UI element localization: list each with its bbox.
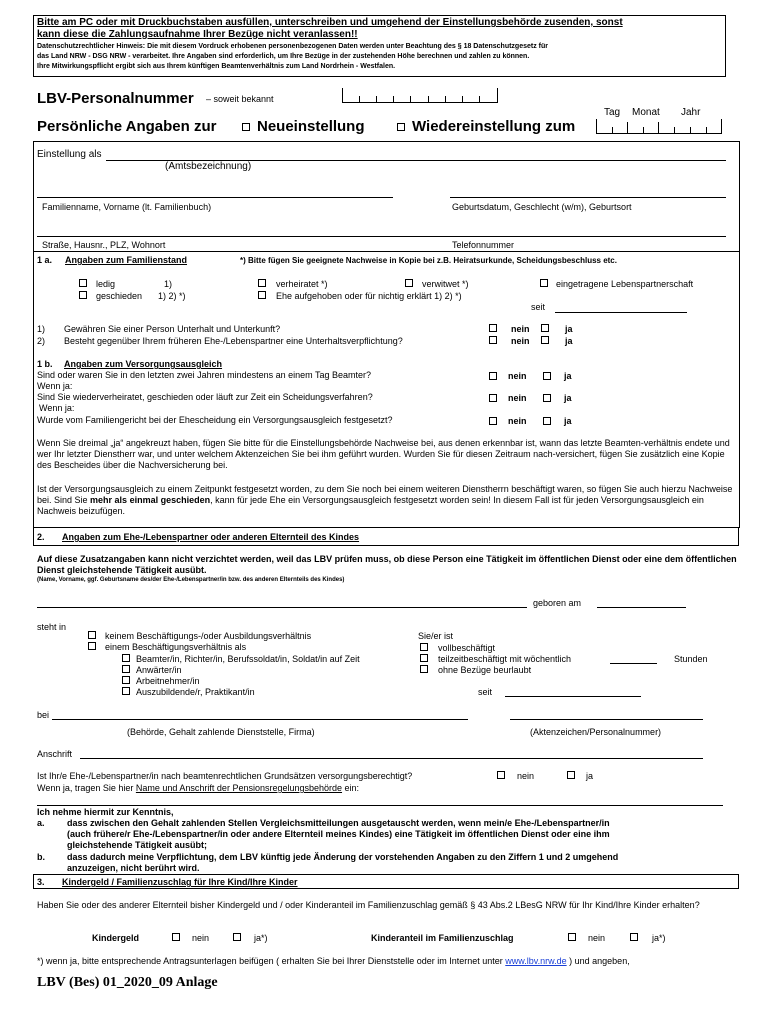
geburtsdatum-label: Geburtsdatum, Geschlecht (w/m), Geburtsort bbox=[452, 202, 632, 212]
bei-label: bei bbox=[37, 710, 50, 720]
form-footer-id: LBV (Bes) 01_2020_09 Anlage bbox=[37, 975, 218, 990]
lebenspartnerschaft-label: eingetragene Lebenspartnerschaft bbox=[556, 279, 694, 289]
anwaerter-checkbox[interactable] bbox=[122, 665, 130, 673]
aktenzeichen-label: (Aktenzeichen/Personalnummer) bbox=[530, 727, 662, 737]
s2-num: 2. bbox=[37, 532, 45, 542]
einem-checkbox[interactable] bbox=[88, 642, 96, 650]
geschieden-ref: 1) 2) *) bbox=[158, 291, 186, 301]
ohne-bezuege-checkbox[interactable] bbox=[420, 665, 428, 673]
vollbeschaeftigt-checkbox[interactable] bbox=[420, 643, 428, 651]
s2-title: Angaben zum Ehe-/Lebenspartner oder anderen Elternteil des Kindes bbox=[62, 532, 360, 542]
versorg-ja-label: ja bbox=[586, 771, 594, 781]
geschieden-label: geschieden bbox=[96, 291, 143, 301]
kindergeld-ja-checkbox[interactable] bbox=[233, 933, 241, 941]
kinderanteil-ja-label: ja*) bbox=[652, 933, 666, 943]
date-label-jahr: Jahr bbox=[681, 107, 701, 118]
stunden-field[interactable] bbox=[610, 663, 657, 664]
s1b-paragraph1: Wenn Sie dreimal „ja“ angekreuzt haben, fügen Sie bitte für die Einstellungsbehörde Nachweise bei, aus denen erkennbar ist, wann das letzte Beamten-verhältnis endete und wer Ihr letzter Dienstherr war, und unter welchem Aktenzeichen Sie bei ihm geführt wurden. Wurden Sie für diesen Zeitraum nach-versichert, fügen Sie zusätzlich eine Kopie des Bescheides über die Nachversicherung bei. bbox=[37, 438, 730, 470]
s1a-title: Angaben zum Familienstand bbox=[65, 255, 188, 265]
q2-ja-label: ja bbox=[565, 336, 573, 346]
ohne-bezuege-label: ohne Bezüge beurlaubt bbox=[438, 665, 532, 675]
familienname-label: Familienname, Vorname (lt. Familienbuch) bbox=[42, 202, 212, 212]
verwitwet-label: verwitwet *) bbox=[422, 279, 469, 289]
beamter-checkbox[interactable] bbox=[122, 654, 130, 662]
stunden-label: Stunden bbox=[674, 654, 708, 664]
q1-nein-checkbox[interactable] bbox=[489, 324, 497, 332]
q2-text: Besteht gegenüber Ihrem früheren Ehe-/Lebenspartner eine Unterhaltsverpflichtung? bbox=[64, 336, 403, 346]
s1b-q2-nein-checkbox[interactable] bbox=[489, 394, 497, 402]
aufgehoben-label: Ehe aufgehoben oder für nichtig erklärt 1) 2) *) bbox=[276, 291, 462, 301]
telefon-label: Telefonnummer bbox=[452, 240, 515, 250]
strasse-label: Straße, Hausnr., PLZ, Wohnort bbox=[42, 240, 166, 250]
seit-label: seit bbox=[531, 302, 546, 312]
s1a-note: *) Bitte fügen Sie geeignete Nachweise in Kopie bei z.B. Heiratsurkunde, Scheidungsbeschluss etc. bbox=[240, 256, 617, 265]
anwaerter-label: Anwärter/in bbox=[136, 665, 182, 675]
steht-in-label: steht in bbox=[37, 622, 67, 632]
anschrift-label: Anschrift bbox=[37, 749, 73, 759]
geboren-field[interactable] bbox=[597, 607, 686, 608]
s1b-q3-nein-checkbox[interactable] bbox=[489, 417, 497, 425]
teilzeit-label: teilzeitbeschäftigt mit wöchentlich bbox=[438, 654, 572, 664]
kenntnis-a1: dass zwischen den Gehalt zahlenden Stellen Vergleichsmitteilungen ausgetauscht werden, wenn mein/e Ehe-/Lebenspartner/in bbox=[67, 818, 610, 828]
s1b-q2-ja-label: ja bbox=[564, 393, 572, 403]
wiedereinstellung-checkbox[interactable] bbox=[397, 123, 405, 131]
behoerde-label: (Behörde, Gehalt zahlende Dienststelle, Firma) bbox=[127, 727, 315, 737]
lebenspartnerschaft-checkbox[interactable] bbox=[540, 279, 548, 287]
q2-ja-checkbox[interactable] bbox=[541, 336, 549, 344]
verheiratet-checkbox[interactable] bbox=[258, 279, 266, 287]
s2-seit-field[interactable] bbox=[505, 696, 641, 697]
neueinstellung-checkbox[interactable] bbox=[242, 123, 250, 131]
lbv-number-field[interactable] bbox=[342, 88, 498, 103]
einstellung-als-label: Einstellung als bbox=[37, 149, 102, 160]
arbeitnehmer-label: Arbeitnehmer/in bbox=[136, 676, 200, 686]
q2-nein-checkbox[interactable] bbox=[489, 336, 497, 344]
kinderanteil-ja-checkbox[interactable] bbox=[630, 933, 638, 941]
aktenzeichen-field[interactable] bbox=[510, 719, 703, 720]
s1b-wennja1: Wenn ja: bbox=[37, 381, 73, 391]
auszubildende-label: Auszubildende/r, Praktikant/in bbox=[136, 687, 255, 697]
q2-nein-label: nein bbox=[511, 336, 530, 346]
kindergeld-ja-label: ja*) bbox=[254, 933, 268, 943]
q1-ja-label: ja bbox=[565, 324, 573, 334]
s1b-paragraph2: Ist der Versorgungsausgleich zu einem Zeitpunkt festgesetzt worden, zu dem Sie noch bei einem weiteren Dienstherrn beschäftigt waren, so fügen Sie auch hierzu Nachweise bei. Sind Sie mehr als einmal geschieden, kann für jede Ehe ein Versorgungsausgleich festgesetzt worden sein! In diesem Fall ist für jeden Versorgungsausgleich ein Nachweis beizufügen. bbox=[37, 484, 733, 516]
kenntnis-b1: dass dadurch meine Verpflichtung, dem LBV künftig jede Änderung der vorstehenden Angaben zu den Ziffern 1 und 2 umgehend bbox=[67, 852, 619, 862]
header-line1: Bitte am PC oder mit Druckbuchstaben ausfüllen, unterschreiben und umgehend der Einstellungsbehörde zusenden, sonst bbox=[37, 17, 623, 28]
kindergeld-nein-checkbox[interactable] bbox=[172, 933, 180, 941]
verheiratet-label: verheiratet *) bbox=[276, 279, 328, 289]
q1-nein-label: nein bbox=[511, 324, 530, 334]
privacy-line2: das Land NRW - DSG NRW - verarbeitet. Ihre Angaben sind erforderlich, um Ihre Bezüge in der zustehenden Höhe berechnen und zahlen zu können. bbox=[37, 53, 530, 60]
versorg-wennja: Wenn ja, tragen Sie hier Name und Anschrift der Pensionsregelungsbehörde ein: bbox=[37, 783, 360, 793]
versorg-ja-checkbox[interactable] bbox=[567, 771, 575, 779]
kindergeld-label: Kindergeld bbox=[92, 933, 140, 943]
s1b-q1-ja-label: ja bbox=[564, 371, 572, 381]
privacy-line1: Datenschutzrechtlicher Hinweis: Die mit diesem Vordruck erhobenen personenbezogenen Daten werden unter Beachtung des § 18 Datenschutzgesetz für bbox=[37, 43, 548, 50]
adresse-field[interactable] bbox=[37, 236, 726, 237]
s2-intro: Auf diese Zusatzangaben kann nicht verzichtet werden, weil das LBV prüfen muss, ob diese Person eine Tätigkeit im öffentlichen Dienst oder eine dem öffentlichen Dienst gleichstehende Tätigkeit ausübt. bbox=[37, 554, 737, 575]
s1b-q3: Wurde vom Familiengericht bei der Ehescheidung ein Versorgungsausgleich festgesetzt? bbox=[37, 415, 393, 425]
kenntnis-a-num: a. bbox=[37, 818, 45, 828]
geboren-label: geboren am bbox=[533, 598, 582, 608]
s3-footnote: *) wenn ja, bitte entsprechende Antragsunterlagen beifügen ( erhalten Sie bei Ihrer Dienststelle oder im Internet unter www.lbv.nrw.de ) und angeben, bbox=[37, 956, 630, 966]
s1b-q3-ja-label: ja bbox=[564, 416, 572, 426]
s1b-wennja2: Wenn ja: bbox=[39, 403, 75, 413]
s1b-q2: Sind Sie wiederverheiratet, geschieden oder läuft zur Zeit ein Scheidungsverfahren? bbox=[37, 392, 373, 402]
kenntnis-b2: anzuzeigen, nicht berührt wird. bbox=[67, 863, 200, 873]
lbv-website-link[interactable]: www.lbv.nrw.de bbox=[505, 956, 567, 966]
arbeitnehmer-checkbox[interactable] bbox=[122, 676, 130, 684]
ledig-ref: 1) bbox=[164, 279, 173, 289]
s1b-q1-nein-checkbox[interactable] bbox=[489, 372, 497, 380]
lbv-title: LBV-Personalnummer bbox=[37, 90, 194, 107]
kenntnis-a3: gleichstehende Tätigkeit ausübt; bbox=[67, 840, 208, 850]
personal-title: Persönliche Angaben zur bbox=[37, 118, 217, 135]
seit-field[interactable] bbox=[555, 312, 687, 313]
versorg-question: Ist Ihr/e Ehe-/Lebenspartner/in nach beamtenrechtlichen Grundsätzen versorgungsberechtigt? bbox=[37, 771, 413, 781]
einem-label: einem Beschäftigungsverhältnis als bbox=[105, 642, 247, 652]
s1b-num: 1 b. bbox=[37, 359, 53, 369]
s1b-title: Angaben zum Versorgungsausgleich bbox=[64, 359, 223, 369]
s1b-q2-nein-label: nein bbox=[508, 393, 527, 403]
wiedereinstellung-label: Wiedereinstellung zum bbox=[412, 118, 576, 135]
familienname-field[interactable] bbox=[37, 197, 393, 198]
geburtsdatum-field[interactable] bbox=[450, 197, 726, 198]
q2-num: 2) bbox=[37, 336, 46, 346]
sieer-label: Sie/er ist bbox=[418, 631, 454, 641]
kinderanteil-label: Kinderanteil im Familienzuschlag bbox=[371, 933, 514, 943]
s1b-q1-ja-checkbox[interactable] bbox=[543, 372, 551, 380]
date-label-monat: Monat bbox=[632, 107, 660, 118]
vollbeschaeftigt-label: vollbeschäftigt bbox=[438, 643, 496, 653]
date-label-tag: Tag bbox=[604, 107, 621, 118]
date-field[interactable] bbox=[596, 119, 722, 134]
s1b-q3-ja-checkbox[interactable] bbox=[543, 417, 551, 425]
partner-name-field[interactable] bbox=[37, 607, 527, 608]
kenntnis-head: Ich nehme hiermit zur Kenntnis, bbox=[37, 807, 174, 817]
s1b-q2-ja-checkbox[interactable] bbox=[543, 394, 551, 402]
geschieden-checkbox[interactable] bbox=[79, 291, 87, 299]
aufgehoben-checkbox[interactable] bbox=[258, 291, 266, 299]
ledig-label: ledig bbox=[96, 279, 116, 289]
amtsbezeichnung-label: (Amtsbezeichnung) bbox=[165, 161, 252, 172]
s2-seit-label: seit bbox=[478, 687, 493, 697]
s1a-num: 1 a. bbox=[37, 255, 53, 265]
lbv-note: – soweit bekannt bbox=[206, 94, 274, 104]
ledig-checkbox[interactable] bbox=[79, 279, 87, 287]
beamter-label: Beamter/in, Richter/in, Berufssoldat/in, Soldat/in auf Zeit bbox=[136, 654, 360, 664]
anschrift-field[interactable] bbox=[80, 758, 703, 759]
kindergeld-nein-label: nein bbox=[192, 933, 210, 943]
q1-ja-checkbox[interactable] bbox=[541, 324, 549, 332]
s2-small-note: (Name, Vorname, ggf. Geburtsname des/der Ehe-/Lebenspartner/in bzw. des anderen Elternteils des Kindes) bbox=[37, 577, 345, 583]
auszubildende-checkbox[interactable] bbox=[122, 687, 130, 695]
header-line2: kann diese die Zahlungsaufnahme Ihrer Bezüge nicht veranlassen!! bbox=[37, 29, 358, 40]
keinem-checkbox[interactable] bbox=[88, 631, 96, 639]
keinem-label: keinem Beschäftigungs-/oder Ausbildungsverhältnis bbox=[105, 631, 312, 641]
q1-text: Gewähren Sie einer Person Unterhalt und Unterkunft? bbox=[64, 324, 281, 334]
teilzeit-checkbox[interactable] bbox=[420, 654, 428, 662]
s1b-q1-nein-label: nein bbox=[508, 371, 527, 381]
q1-num: 1) bbox=[37, 324, 46, 334]
kinderanteil-nein-checkbox[interactable] bbox=[568, 933, 576, 941]
kinderanteil-nein-label: nein bbox=[588, 933, 606, 943]
versorg-nein-label: nein bbox=[517, 771, 535, 781]
verwitwet-checkbox[interactable] bbox=[405, 279, 413, 287]
neueinstellung-label: Neueinstellung bbox=[257, 118, 365, 135]
kenntnis-b-num: b. bbox=[37, 852, 45, 862]
s1b-q3-nein-label: nein bbox=[508, 416, 527, 426]
s1b-q1: Sind oder waren Sie in den letzten zwei Jahren mindestens an einem Tag Beamter? bbox=[37, 370, 372, 380]
kenntnis-a2: (auch frühere/r Ehe-/Lebenspartner/in oder andere Elternteil meines Kindes) eine Tätigkeit im öffentlichen Dienst oder eine ihm bbox=[67, 829, 610, 839]
bei-field[interactable] bbox=[52, 719, 468, 720]
pensionsbehoerde-field[interactable] bbox=[37, 805, 723, 806]
versorg-nein-checkbox[interactable] bbox=[497, 771, 505, 779]
s3-title: Kindergeld / Familienzuschlag für Ihre Kind/Ihre Kinder bbox=[62, 877, 298, 887]
s3-num: 3. bbox=[37, 877, 45, 887]
s3-question: Haben Sie oder des anderer Elternteil bisher Kindergeld und / oder Kinderanteil im Familienzuschlag gemäß § 43 Abs.2 LBesG NRW für Ihr Kind/Ihre Kinder erhalten? bbox=[37, 900, 700, 910]
privacy-line3: Ihre Mitwirkungspflicht ergibt sich aus Ihrem künftigen Beamtenverhältnis zum Land Nordrhein - Westfalen. bbox=[37, 63, 396, 70]
